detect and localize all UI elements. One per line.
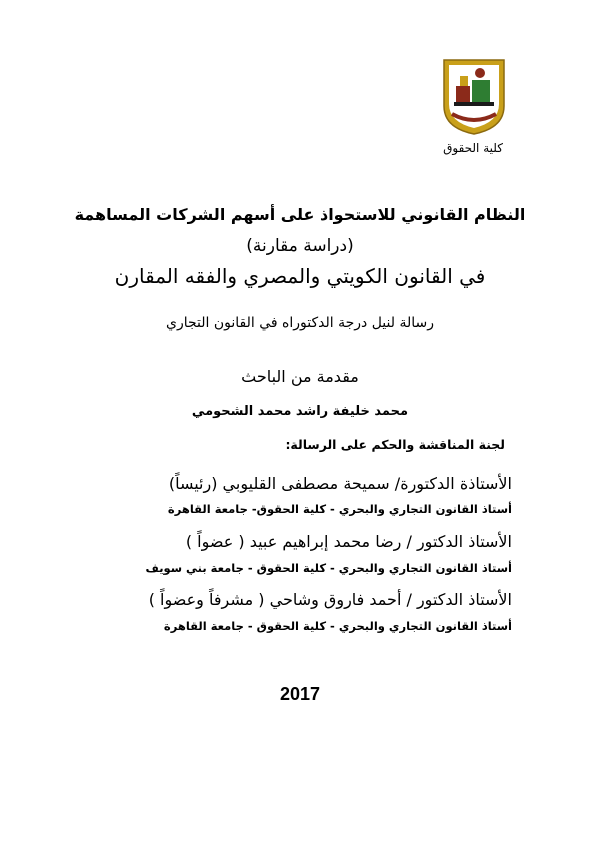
committee-heading: لجنة المناقشة والحكم على الرسالة: bbox=[285, 437, 505, 452]
thesis-purpose: رسالة لنيل درجة الدكتوراه في القانون التجاري bbox=[166, 315, 434, 331]
committee-member-title: أستاذ القانون التجاري والبحري - كلية الحقوق- جامعة القاهرة bbox=[167, 502, 512, 516]
committee-member-title: أستاذ القانون التجاري والبحري - كلية الحقوق - جامعة القاهرة bbox=[163, 619, 512, 633]
committee-member-name: الأستاذ الدكتور / أحمد فاروق وشاحي ( مشرفاً وعضواً ) bbox=[148, 590, 512, 609]
committee-member-name: الأستاذ الدكتور / رضا محمد إبراهيم عبيد ( عضواً ) bbox=[185, 532, 512, 551]
university-logo bbox=[438, 56, 510, 136]
publication-year: 2017 bbox=[279, 684, 321, 704]
committee-member-title: أستاذ القانون التجاري والبحري - كلية الحقوق - جامعة بني سويف bbox=[145, 561, 512, 575]
thesis-subtitle: (دراسة مقارنة) bbox=[246, 236, 354, 256]
thesis-scope: في القانون الكويتي والمصري والفقه المقارن bbox=[114, 264, 486, 288]
researcher-name: محمد خليفة راشد محمد الشحومي bbox=[191, 404, 409, 419]
presented-by-label: مقدمة من الباحث bbox=[241, 367, 359, 386]
faculty-name: كلية الحقوق bbox=[443, 141, 503, 155]
cairo-university-emblem-icon bbox=[438, 56, 510, 136]
thesis-title: النظام القانوني للاستحواذ على أسهم الشركات المساهمة bbox=[74, 205, 526, 224]
committee-member-name: الأستاذة الدكتورة/ سميحة مصطفى القليوبي (رئيساً) bbox=[168, 474, 512, 493]
